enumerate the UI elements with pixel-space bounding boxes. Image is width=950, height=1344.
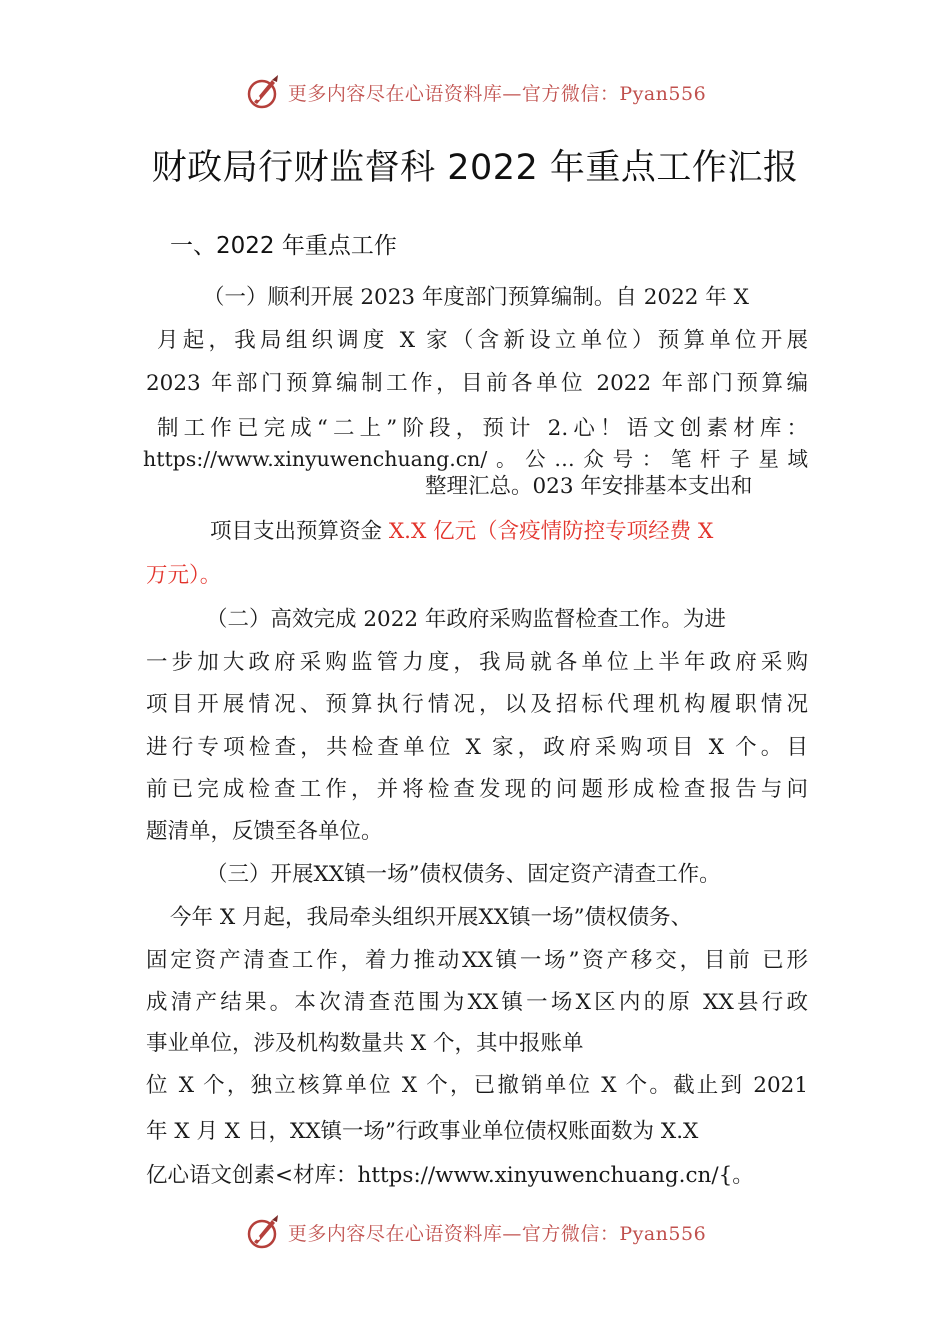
body-line: 一步加大政府采购监管力度，我局就各单位上半年政府采购 bbox=[146, 650, 808, 675]
document-title: 财政局行财监督科 2022 年重点工作汇报 bbox=[151, 148, 799, 188]
body-line: 月起，我局组织调度 X 家（含新设立单位）预算单位开展 bbox=[157, 328, 808, 353]
body-line: 整理汇总。023 年安排基本支出和 bbox=[425, 474, 753, 499]
footer-banner bbox=[0, 1210, 950, 1254]
quill-pen-logo-icon bbox=[244, 72, 284, 112]
budget-amount-highlight-cont: 万元）。 bbox=[146, 563, 222, 588]
body-line: 位 X 个，独立核算单位 X 个，已撤销单位 X 个。截止到 2021 bbox=[146, 1073, 808, 1098]
body-line: 成清产结果。本次清查范围为XX镇一场X区内的原 XX县行政 bbox=[146, 990, 808, 1015]
body-line: 年 X 月 X 日，XX镇一场”行政事业单位债权账面数为 X.X bbox=[146, 1119, 699, 1144]
footer-banner-text: 更多内容尽在心语资料库—官方微信：Pyan556 bbox=[287, 1222, 707, 1245]
section-heading: 一、2022 年重点工作 bbox=[170, 233, 397, 259]
budget-amount-highlight: X.X 亿元（含疫情防控专项经费 X bbox=[388, 519, 714, 544]
body-line: 题清单，反馈至各单位。 bbox=[146, 819, 383, 844]
quill-pen-logo-icon bbox=[244, 1212, 284, 1252]
body-line: （三）开展XX镇一场”债权债务、固定资产清查工作。 bbox=[206, 862, 721, 887]
body-line: 前已完成检查工作，并将检查发现的问题形成检查报告与问 bbox=[146, 777, 808, 802]
body-line: 今年 X 月起，我局牵头组织开展XX镇一场”债权债务、 bbox=[170, 905, 693, 930]
body-line: 事业单位，涉及机构数量共 X 个，其中报账单 bbox=[146, 1031, 584, 1056]
body-line: 2023 年部门预算编制工作，目前各单位 2022 年部门预算编 bbox=[146, 371, 808, 396]
body-line: 亿心语文创素<材库：https://www.xinyuwenchuang.cn/{。 bbox=[146, 1163, 754, 1188]
body-line bbox=[210, 517, 808, 547]
body-line: （二）高效完成 2022 年政府采购监督检查工作。为进 bbox=[206, 607, 726, 632]
body-line: https://www.xinyuwenchuang.cn/。公…众号：笔杆子星域 bbox=[143, 447, 808, 471]
budget-text: 项目支出预算资金 bbox=[210, 519, 389, 544]
body-line: 进行专项检查，共检查单位 X 家，政府采购项目 X 个。目 bbox=[146, 735, 808, 760]
header-banner-text: 更多内容尽在心语资料库—官方微信：Pyan556 bbox=[287, 82, 707, 105]
body-line: 制工作已完成“二上”阶段，预计 2.心！语文创素材库： bbox=[157, 416, 808, 441]
body-line: （一）顺利开展 2023 年度部门预算编制。自 2022 年 X bbox=[203, 285, 749, 310]
body-line: 项目开展情况、预算执行情况，以及招标代理机构履职情况 bbox=[146, 692, 808, 717]
body-line: 固定资产清查工作，着力推动XX镇一场”资产移交，目前 已形 bbox=[146, 948, 808, 973]
header-banner bbox=[0, 70, 950, 114]
